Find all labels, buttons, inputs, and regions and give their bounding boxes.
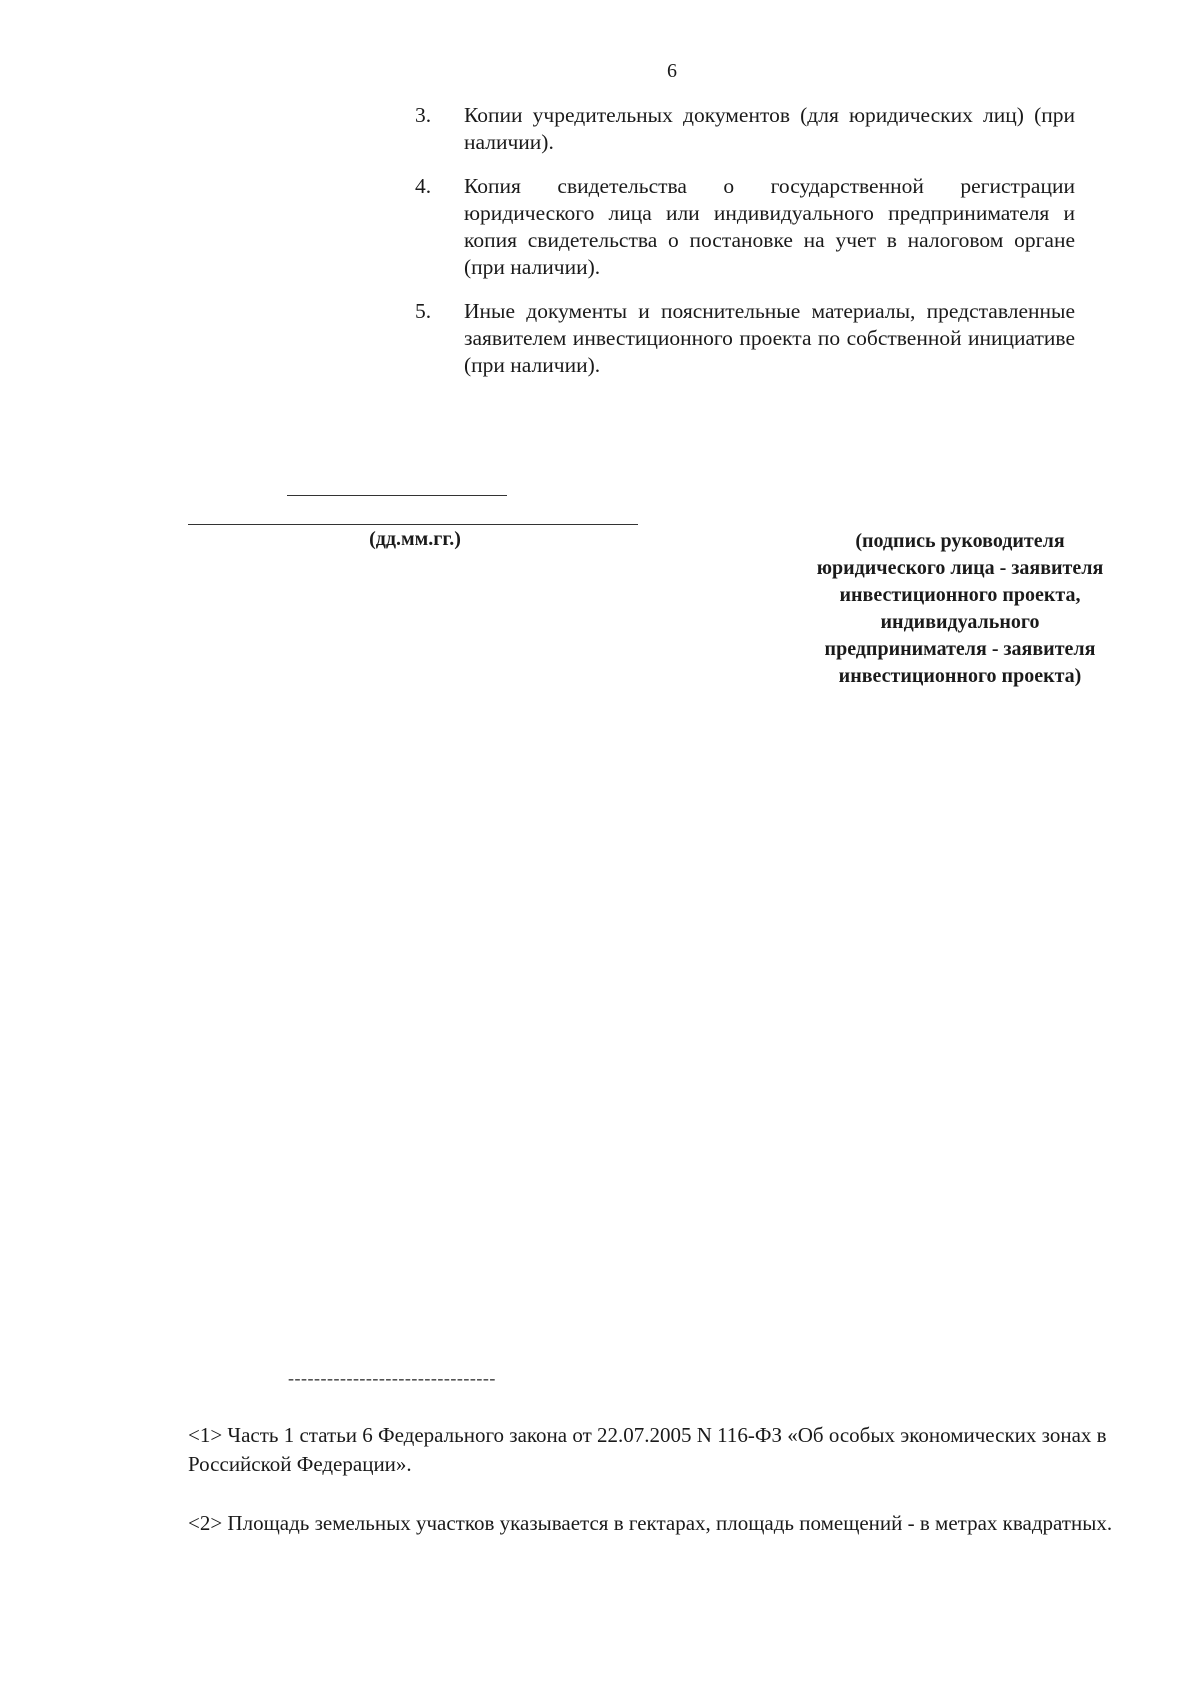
signature-caption-line: инвестиционного проекта,: [839, 584, 1081, 606]
documents-list: [415, 102, 1075, 396]
footnote: <2> Площадь земельных участков указывается в гектарах, площадь помещений - в метрах квадратных.: [188, 1511, 1113, 1535]
signature-caption: [780, 528, 1140, 690]
list-item-number: 3.: [415, 103, 432, 127]
signature-caption-line: предпринимателя - заявителя: [824, 638, 1096, 660]
list-item-number: 4.: [415, 174, 432, 198]
list-item: [415, 298, 1075, 379]
date-entry-line: [287, 495, 507, 496]
signature-caption-line: инвестиционного проекта): [838, 665, 1082, 687]
signature-caption-line: индивидуального: [880, 611, 1040, 633]
list-item: [415, 102, 1075, 156]
list-item: [415, 173, 1075, 281]
signature-caption-line: (подпись руководителя: [855, 530, 1065, 552]
list-item-number: 5.: [415, 299, 432, 323]
list-item-text: Копии учредительных документов (для юридических лиц) (при наличии).: [464, 103, 1075, 154]
date-caption: (дд.мм.гг.): [369, 528, 461, 550]
footnote-separator: --------------------------------: [288, 1368, 496, 1388]
list-item-text: Копия свидетельства о государственной регистрации юридического лица или индивидуального предпринимателя и копия свидетельства о постановке на учет в налоговом органе (при наличии).: [464, 174, 1075, 279]
list-item-text: Иные документы и пояснительные материалы, представленные заявителем инвестиционного проекта по собственной инициативе (при наличии).: [464, 299, 1075, 377]
page-number: 6: [667, 60, 677, 82]
signature-caption-line: юридического лица - заявителя: [816, 557, 1104, 579]
footnote: <1> Часть 1 статьи 6 Федерального закона от 22.07.2005 N 116-ФЗ «Об особых экономических зонах в Российской Федерации».: [188, 1423, 1107, 1476]
signature-entry-line: [188, 524, 638, 525]
